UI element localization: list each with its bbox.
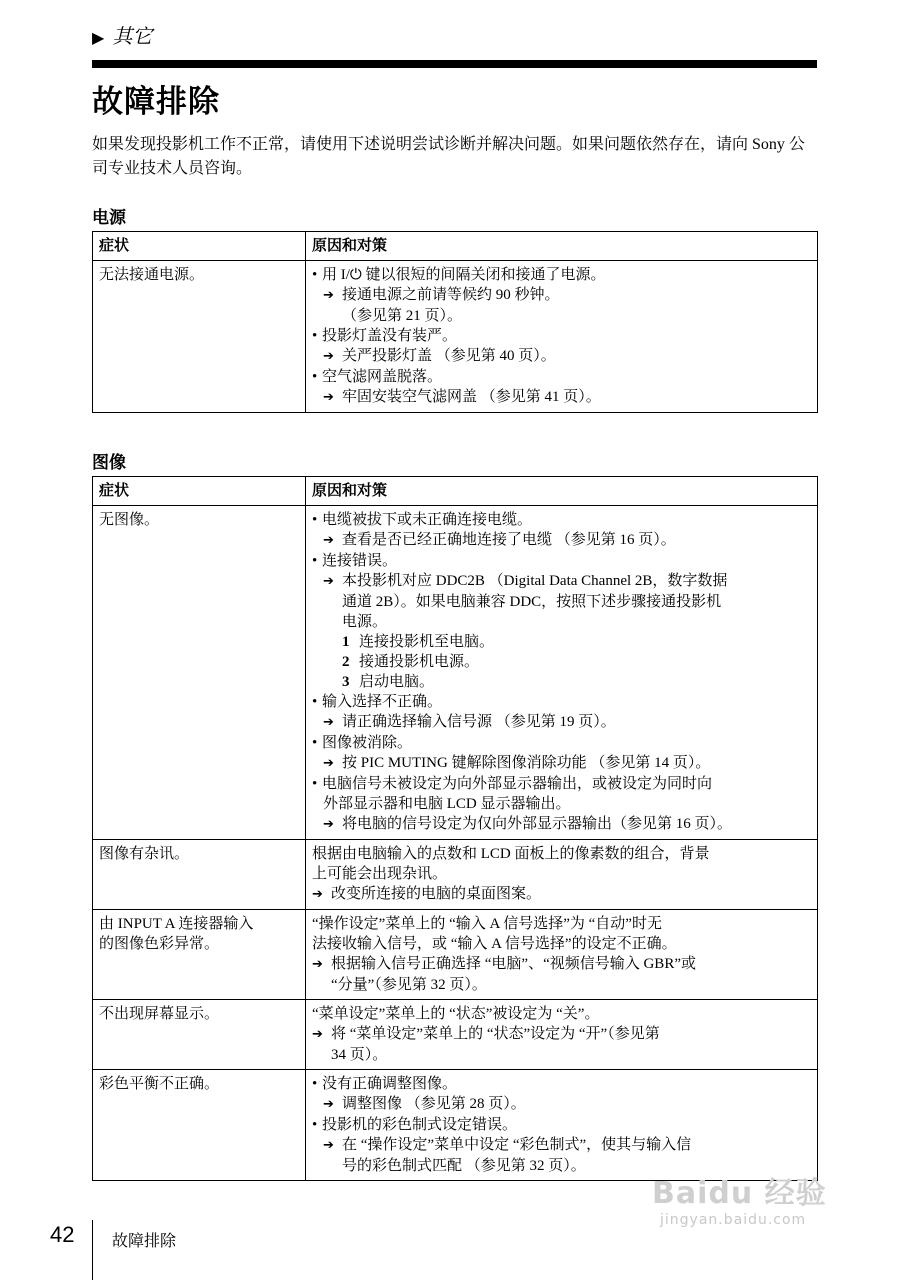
- cause-cell: [306, 840, 818, 910]
- intro-paragraph: 如果发现投影机工作不正常，请使用下述说明尝试诊断并解决问题。如果问题依然存在，请向 Sony 公司专业技术人员咨询。: [92, 136, 805, 177]
- section-header: [92, 20, 152, 49]
- cause-line: “操作设定”菜单上的 “输入 A 信号选择”为 “自动”时无: [312, 916, 662, 932]
- step-line: 2 接通投影机电源。: [342, 654, 480, 670]
- bullet-line: • 电脑信号未被设定为向外部显示器输出，或被设定为同时向: [312, 776, 713, 792]
- image-table: [92, 476, 818, 1181]
- remedy-line: 电源。: [342, 614, 388, 630]
- bullet-line: • 输入选择不正确。: [312, 694, 443, 710]
- bullet-line: • 电缆被拔下或未正确连接电缆。: [312, 512, 533, 528]
- bullet-line: • 用 I/⏻ 键以很短的间隔关闭和接通了电源。: [312, 267, 606, 283]
- remedy-line: 通道 2B）。如果电脑兼容 DDC，按照下述步骤接通投影机: [342, 594, 722, 610]
- symptom-cell: 彩色平衡不正确。: [93, 1070, 306, 1181]
- arrow-icon: ➔: [323, 288, 334, 303]
- symptom-cell: 由 INPUT A 连接器输入 的图像色彩异常。: [93, 910, 306, 1000]
- image-heading: 图像: [92, 453, 126, 472]
- page-title: 故障排除: [92, 84, 220, 119]
- remedy-line: 号的彩色制式匹配 （参见第 32 页）。: [342, 1158, 586, 1174]
- cause-line: 法接收输入信号，或 “输入 A 信号选择”的设定不正确。: [312, 936, 677, 952]
- section-label: 其它: [112, 26, 153, 48]
- bullet-icon: •: [312, 267, 318, 283]
- col-cause-header: 原因和对策: [306, 477, 818, 506]
- table-header-row: [93, 477, 818, 506]
- col-cause-header: 原因和对策: [306, 232, 818, 261]
- remedy-line: ➔ 请正确选择输入信号源 （参见第 19 页）。: [312, 712, 811, 733]
- header-rule: [92, 60, 817, 68]
- remedy-line: “分量”（参见第 32 页）。: [331, 977, 487, 993]
- page-number: 42: [50, 1222, 75, 1247]
- remedy-line: ➔ 调整图像 （参见第 28 页）。: [312, 1094, 811, 1115]
- table-row: [93, 261, 818, 413]
- step-number: 2: [342, 654, 350, 670]
- arrow-icon: ➔: [323, 533, 334, 548]
- arrow-icon: ➔: [323, 715, 334, 730]
- bullet-line: • 连接错误。: [312, 553, 398, 569]
- symptom-cell: 不出现屏幕显示。: [93, 1000, 306, 1070]
- bullet-icon: •: [312, 328, 318, 344]
- bullet-line: • 图像被消除。: [312, 735, 413, 751]
- bullet-icon: •: [312, 369, 318, 385]
- bullet-continuation: 外部显示器和电脑 LCD 显示器输出。: [323, 796, 571, 812]
- symptom-cell: 无图像。: [93, 506, 306, 840]
- remedy-line: ➔ 改变所连接的电脑的桌面图案。: [312, 884, 811, 905]
- footer-label: 故障排除: [112, 1233, 177, 1250]
- remedy-line: ➔ 按 PIC MUTING 键解除图像消除功能 （参见第 14 页）。: [312, 753, 811, 774]
- cause-cell: [306, 261, 818, 413]
- arrow-icon: ➔: [312, 887, 323, 902]
- footer-divider: [92, 1220, 93, 1280]
- symptom-cell: 无法接通电源。: [93, 261, 306, 413]
- symptom-cell: 图像有杂讯。: [93, 840, 306, 910]
- step-number: 1: [342, 634, 350, 650]
- power-heading: 电源: [92, 208, 126, 227]
- bullet-line: • 投影机的彩色制式设定错误。: [312, 1117, 518, 1133]
- arrow-icon: ➔: [323, 817, 334, 832]
- cause-cell: [306, 506, 818, 840]
- remedy-line: ➔ 牢固安装空气滤网盖 （参见第 41 页）。: [312, 387, 811, 408]
- col-symptom-header: 症状: [93, 232, 306, 261]
- cause-cell: [306, 910, 818, 1000]
- bullet-line: • 没有正确调整图像。: [312, 1076, 458, 1092]
- bullet-icon: •: [312, 776, 318, 792]
- step-line: 1 连接投影机至电脑。: [342, 634, 495, 650]
- remedy-line: （参见第 21 页）。: [342, 308, 463, 324]
- col-symptom-header: 症状: [93, 477, 306, 506]
- remedy-line: ➔ 将 “菜单设定”菜单上的 “状态”设定为 “开”（参见第: [312, 1024, 811, 1045]
- remedy-line: ➔ 将电脑的信号设定为仅向外部显示器输出（参见第 16 页）。: [312, 814, 811, 835]
- remedy-line: ➔ 关严投影灯盖 （参见第 40 页）。: [312, 346, 811, 367]
- table-row: [93, 1000, 818, 1070]
- arrow-icon: ➔: [312, 957, 323, 972]
- cause-line: 根据由电脑输入的点数和 LCD 面板上的像素数的组合，背景: [312, 846, 710, 862]
- bullet-line: • 投影灯盖没有装严。: [312, 328, 458, 344]
- arrow-icon: ➔: [323, 1097, 334, 1112]
- table-header-row: [93, 232, 818, 261]
- arrow-icon: ➔: [323, 390, 334, 405]
- arrow-icon: ➔: [312, 1027, 323, 1042]
- watermark-url: jingyan.baidu.com: [660, 1212, 807, 1228]
- bullet-icon: •: [312, 694, 318, 710]
- cause-cell: [306, 1000, 818, 1070]
- bullet-icon: •: [312, 1076, 318, 1092]
- cause-line: 上可能会出现杂讯。: [312, 866, 448, 882]
- bullet-line: • 空气滤网盖脱落。: [312, 369, 443, 385]
- arrow-icon: ➔: [323, 574, 334, 589]
- bullet-icon: •: [312, 1117, 318, 1133]
- bullet-icon: •: [312, 512, 318, 528]
- remedy-line: ➔ 接通电源之前请等候约 90 秒钟。: [312, 285, 811, 306]
- cause-line: “菜单设定”菜单上的 “状态”被设定为 “关”。: [312, 1006, 600, 1022]
- arrow-icon: ➔: [323, 349, 334, 364]
- baidu-watermark-logo: Baidu 经验: [652, 1176, 827, 1211]
- arrow-icon: ➔: [323, 756, 334, 771]
- remedy-line: ➔ 在 “操作设定”菜单中设定 “彩色制式”，使其与输入信: [312, 1135, 811, 1156]
- table-row: [93, 506, 818, 840]
- power-table: [92, 231, 818, 413]
- play-triangle-icon: ▶: [92, 30, 105, 47]
- table-row: [93, 840, 818, 910]
- remedy-line: ➔ 本投影机对应 DDC2B （Digital Data Channel 2B，数字数据: [312, 571, 811, 592]
- remedy-line: ➔ 查看是否已经正确地连接了电缆 （参见第 16 页）。: [312, 530, 811, 551]
- table-row: [93, 1070, 818, 1181]
- step-line: 3 启动电脑。: [342, 674, 435, 690]
- remedy-line: 34 页）。: [331, 1047, 388, 1063]
- step-number: 3: [342, 674, 350, 690]
- remedy-line: ➔ 根据输入信号正确选择 “电脑”、“视频信号输入 GBR”或: [312, 954, 811, 975]
- table-row: [93, 910, 818, 1000]
- cause-cell: [306, 1070, 818, 1181]
- arrow-icon: ➔: [323, 1138, 334, 1153]
- bullet-icon: •: [312, 735, 318, 751]
- bullet-icon: •: [312, 553, 318, 569]
